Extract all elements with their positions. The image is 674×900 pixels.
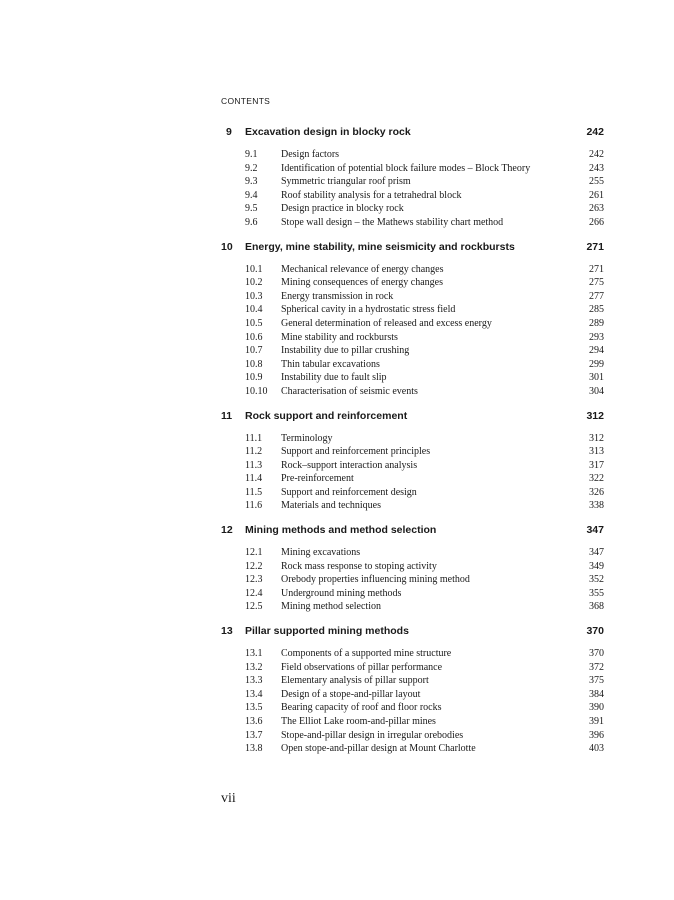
section-title: Terminology <box>281 432 333 444</box>
section-entry[interactable] <box>221 317 604 331</box>
section-title: Rock–support interaction analysis <box>281 459 418 471</box>
section-page-number: 301 <box>589 372 604 384</box>
section-entry[interactable] <box>221 432 604 446</box>
section-page-number: 263 <box>589 203 604 215</box>
section-title: Rock mass response to stoping activity <box>281 560 437 572</box>
section-number: 10.2 <box>245 277 263 289</box>
section-number: 10.5 <box>245 317 263 329</box>
section-entry[interactable] <box>221 202 604 216</box>
chapter-number: 11 <box>221 409 233 422</box>
chapter-block <box>221 126 604 230</box>
section-page-number: 368 <box>589 601 604 613</box>
section-title: Identification of potential block failure modes – Block Theory <box>281 162 531 174</box>
section-entry[interactable] <box>221 445 604 459</box>
section-title: Stope-and-pillar design in irregular orebodies <box>281 729 464 741</box>
section-page-number: 396 <box>589 729 604 741</box>
section-number: 10.7 <box>245 345 263 357</box>
section-entry[interactable] <box>221 358 604 372</box>
section-entry[interactable] <box>221 546 604 560</box>
chapter-number: 13 <box>221 625 233 638</box>
section-number: 12.2 <box>245 560 263 572</box>
section-entry[interactable] <box>221 290 604 304</box>
section-title: Bearing capacity of roof and floor rocks <box>281 702 442 714</box>
section-number: 9.1 <box>245 149 258 160</box>
section-title: Support and reinforcement principles <box>281 446 431 458</box>
section-title: Orebody properties influencing mining method <box>281 574 470 586</box>
section-title: Elementary analysis of pillar support <box>281 675 429 687</box>
chapter-title: Pillar supported mining methods <box>245 625 409 638</box>
chapter-page-number: 347 <box>586 524 604 537</box>
section-number: 11.1 <box>245 432 263 444</box>
section-page-number: 261 <box>589 189 604 201</box>
section-entry[interactable] <box>221 742 604 756</box>
section-entry[interactable] <box>221 472 604 486</box>
section-title: Mine stability and rockbursts <box>281 331 398 343</box>
running-header: CONTENTS <box>221 96 271 106</box>
section-page-number: 326 <box>589 486 604 498</box>
section-title: Characterisation of seismic events <box>281 385 418 397</box>
section-entry[interactable] <box>221 674 604 688</box>
section-number: 12.1 <box>245 547 263 559</box>
chapter-heading[interactable] <box>221 524 604 540</box>
section-page-number: 312 <box>589 432 604 444</box>
section-entry[interactable] <box>221 573 604 587</box>
section-entry[interactable] <box>221 729 604 743</box>
section-page-number: 322 <box>589 473 604 485</box>
section-entry[interactable] <box>221 499 604 513</box>
chapter-number: 9 <box>226 126 232 138</box>
section-title: Thin tabular excavations <box>281 358 380 370</box>
section-page-number: 294 <box>589 345 604 357</box>
section-entry[interactable] <box>221 148 604 162</box>
section-title: Instability due to fault slip <box>281 372 387 384</box>
section-number: 13.1 <box>245 648 263 660</box>
section-title: Design factors <box>281 149 340 160</box>
section-number: 13.8 <box>245 743 263 755</box>
section-number: 11.6 <box>245 500 263 512</box>
section-number: 11.2 <box>245 446 263 458</box>
section-page-number: 293 <box>589 331 604 343</box>
section-number: 13.3 <box>245 675 263 687</box>
section-entry[interactable] <box>221 303 604 317</box>
section-entry[interactable] <box>221 385 604 399</box>
chapter-heading[interactable] <box>221 241 604 257</box>
section-number: 10.10 <box>245 385 268 397</box>
chapter-title: Excavation design in blocky rock <box>245 126 411 138</box>
section-number: 11.5 <box>245 486 263 498</box>
chapter-page-number: 242 <box>586 126 604 138</box>
section-page-number: 390 <box>589 702 604 714</box>
section-entry[interactable] <box>221 175 604 189</box>
section-number: 11.3 <box>245 459 263 471</box>
section-title: Stope wall design – the Mathews stability chart method <box>281 216 504 228</box>
section-title: Mining method selection <box>281 601 381 613</box>
section-number: 12.4 <box>245 587 263 599</box>
section-entry[interactable] <box>221 486 604 500</box>
section-title: Materials and techniques <box>281 500 381 512</box>
section-page-number: 242 <box>589 149 604 160</box>
chapter-title: Rock support and reinforcement <box>245 409 408 422</box>
section-title: Symmetric triangular roof prism <box>281 176 411 188</box>
chapter-heading[interactable] <box>221 410 604 426</box>
section-title: Underground mining methods <box>281 587 402 599</box>
section-page-number: 277 <box>589 290 604 302</box>
section-page-number: 355 <box>589 587 604 599</box>
chapter-block <box>221 625 604 756</box>
section-page-number: 352 <box>589 574 604 586</box>
section-page-number: 317 <box>589 459 604 471</box>
section-page-number: 275 <box>589 277 604 289</box>
section-title: Spherical cavity in a hydrostatic stress field <box>281 304 456 316</box>
chapter-title: Mining methods and method selection <box>245 524 437 537</box>
section-page-number: 285 <box>589 304 604 316</box>
chapter-page-number: 312 <box>586 409 604 422</box>
section-title: Mechanical relevance of energy changes <box>281 263 444 275</box>
section-page-number: 372 <box>589 661 604 673</box>
section-title: Design of a stope-and-pillar layout <box>281 688 421 700</box>
chapter-page-number: 271 <box>586 240 604 253</box>
chapter-block <box>221 524 604 614</box>
section-entry[interactable] <box>221 688 604 702</box>
section-entry[interactable] <box>221 162 604 176</box>
chapter-block <box>221 410 604 514</box>
section-page-number: 271 <box>589 263 604 275</box>
section-page-number: 349 <box>589 560 604 572</box>
section-page-number: 313 <box>589 446 604 458</box>
section-entry[interactable] <box>221 587 604 601</box>
section-entry[interactable] <box>221 701 604 715</box>
section-number: 12.3 <box>245 574 263 586</box>
section-entry[interactable] <box>221 216 604 230</box>
section-title: Field observations of pillar performance <box>281 661 443 673</box>
section-number: 11.4 <box>245 473 263 485</box>
chapter-heading[interactable] <box>221 126 604 142</box>
section-number: 10.4 <box>245 304 263 316</box>
section-number: 13.5 <box>245 702 263 714</box>
section-page-number: 403 <box>589 743 604 755</box>
section-number: 9.3 <box>245 176 258 188</box>
section-number: 10.9 <box>245 372 263 384</box>
section-page-number: 243 <box>589 162 604 174</box>
section-entry[interactable] <box>221 661 604 675</box>
section-page-number: 255 <box>589 176 604 188</box>
section-entry[interactable] <box>221 647 604 661</box>
chapter-heading[interactable] <box>221 625 604 641</box>
section-page-number: 375 <box>589 675 604 687</box>
section-page-number: 391 <box>589 716 604 727</box>
section-title: Open stope-and-pillar design at Mount Charlotte <box>281 743 476 755</box>
section-page-number: 370 <box>589 648 604 660</box>
chapter-number: 12 <box>221 524 233 537</box>
section-entry[interactable] <box>221 331 604 345</box>
section-entry[interactable] <box>221 189 604 203</box>
chapter-title: Energy, mine stability, mine seismicity and rockbursts <box>245 240 515 253</box>
section-title: Mining consequences of energy changes <box>281 277 443 289</box>
section-number: 13.6 <box>245 716 263 727</box>
table-of-contents <box>221 126 604 767</box>
section-entry[interactable] <box>221 715 604 729</box>
section-page-number: 384 <box>589 688 604 700</box>
section-title: General determination of released and excess energy <box>281 317 492 329</box>
section-number: 10.3 <box>245 290 263 302</box>
section-number: 12.5 <box>245 601 263 613</box>
section-entry[interactable] <box>221 371 604 385</box>
section-page-number: 347 <box>589 547 604 559</box>
section-entry[interactable] <box>221 600 604 614</box>
section-number: 9.6 <box>245 216 258 228</box>
section-entry[interactable] <box>221 263 604 277</box>
section-entry[interactable] <box>221 276 604 290</box>
section-number: 10.8 <box>245 358 263 370</box>
chapter-number: 10 <box>221 240 233 253</box>
section-entry[interactable] <box>221 344 604 358</box>
section-title: Design practice in blocky rock <box>281 203 404 215</box>
section-title: Components of a supported mine structure <box>281 648 452 660</box>
chapter-page-number: 370 <box>586 625 604 638</box>
section-page-number: 299 <box>589 358 604 370</box>
section-title: Instability due to pillar crushing <box>281 345 410 357</box>
section-number: 9.4 <box>245 189 258 201</box>
section-number: 13.4 <box>245 688 263 700</box>
section-entry[interactable] <box>221 560 604 574</box>
chapter-block <box>221 241 604 399</box>
section-number: 10.1 <box>245 263 263 275</box>
section-number: 13.7 <box>245 729 263 741</box>
section-page-number: 289 <box>589 317 604 329</box>
section-number: 9.5 <box>245 203 258 215</box>
section-title: Support and reinforcement design <box>281 486 417 498</box>
section-page-number: 338 <box>589 500 604 512</box>
section-title: Energy transmission in rock <box>281 290 394 302</box>
section-number: 13.2 <box>245 661 263 673</box>
section-title: Roof stability analysis for a tetrahedral block <box>281 189 462 201</box>
section-number: 10.6 <box>245 331 263 343</box>
section-title: The Elliot Lake room-and-pillar mines <box>281 716 436 727</box>
section-title: Mining excavations <box>281 547 361 559</box>
section-page-number: 304 <box>589 385 604 397</box>
page-folio: vii <box>221 791 236 806</box>
section-page-number: 266 <box>589 216 604 228</box>
section-entry[interactable] <box>221 459 604 473</box>
section-title: Pre-reinforcement <box>281 473 354 485</box>
section-number: 9.2 <box>245 162 258 174</box>
